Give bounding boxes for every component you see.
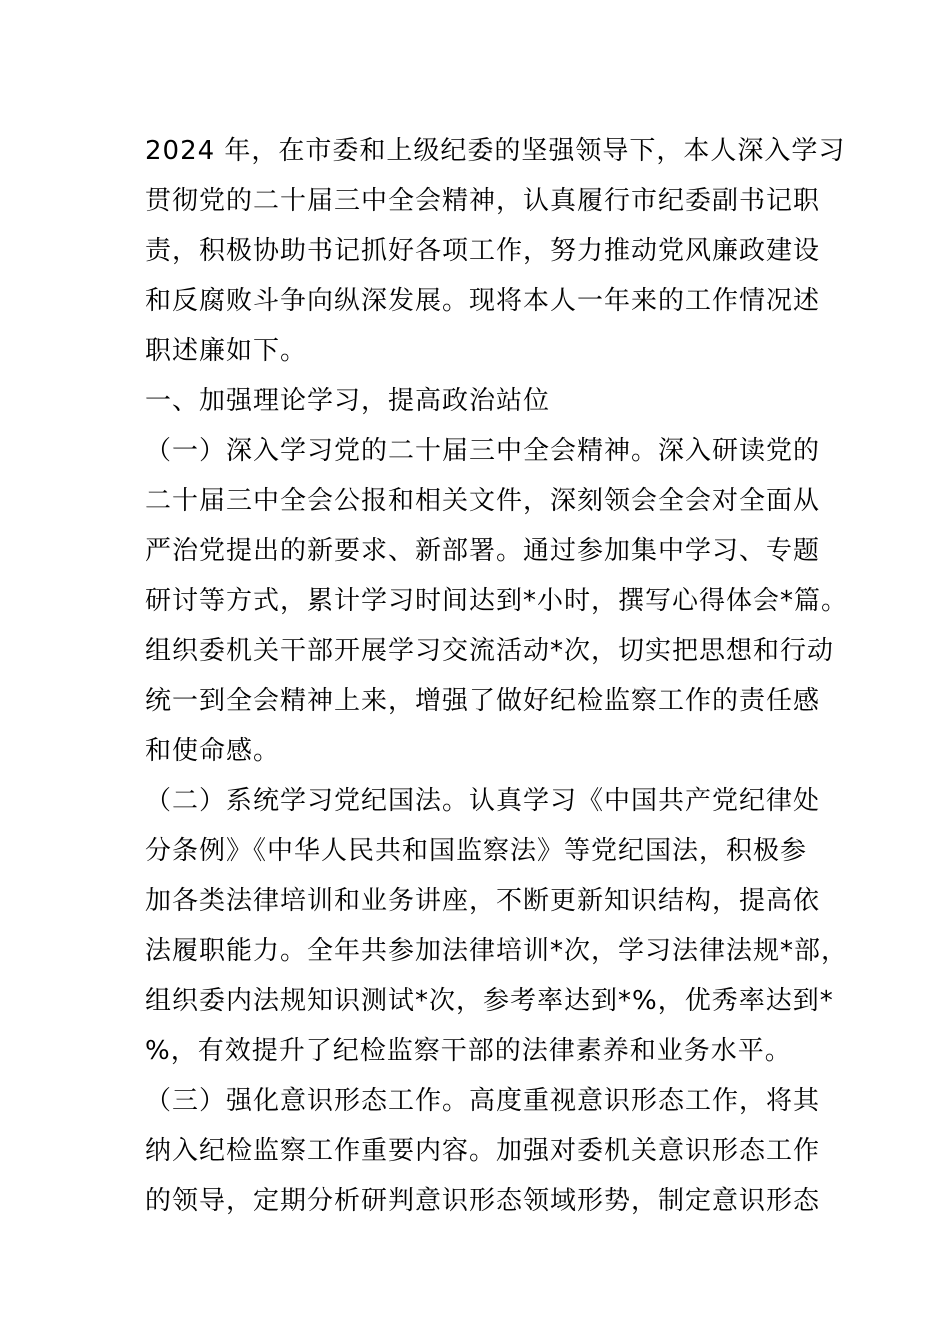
text-line: 严治党提出的新要求、新部署。通过参加集中学习、专题: [145, 536, 821, 566]
text-line: 贯彻党的二十届三中全会精神，认真履行市纪委副书记职: [145, 186, 821, 216]
text-line: （三）强化意识形态工作。高度重视意识形态工作，将其: [145, 1086, 821, 1116]
text-line: 法履职能力。全年共参加法律培训*次，学习法律法规*部，: [145, 936, 849, 966]
text-line: 和使命感。: [145, 736, 281, 766]
text-line: 加各类法律培训和业务讲座，不断更新知识结构，提高依: [145, 886, 821, 916]
text-line: 研讨等方式，累计学习时间达到*小时，撰写心得体会*篇。: [145, 586, 849, 616]
section-heading: 一、加强理论学习，提高政治站位: [145, 386, 551, 416]
text-line: 分条例》《中华人民共和国监察法》等党纪国法，积极参: [145, 836, 808, 866]
text-line: 纳入纪检监察工作重要内容。加强对委机关意识形态工作: [145, 1136, 821, 1166]
text-line: （一）深入学习党的二十届三中全会精神。深入研读党的: [145, 436, 821, 466]
text-line: （二）系统学习党纪国法。认真学习《中国共产党纪律处: [145, 786, 821, 816]
text-line: 职述廉如下。: [145, 336, 308, 366]
text-line: 的领导，定期分析研判意识形态领域形势，制定意识形态: [145, 1186, 821, 1216]
text-line: 2024 年，在市委和上级纪委的坚强领导下，本人深入学习: [145, 136, 846, 166]
text-line: %，有效提升了纪检监察干部的法律素养和业务水平。: [145, 1036, 792, 1066]
text-line: 二十届三中全会公报和相关文件，深刻领会全会对全面从: [145, 486, 821, 516]
text-line: 统一到全会精神上来，增强了做好纪检监察工作的责任感: [145, 686, 821, 716]
text-line: 组织委机关干部开展学习交流活动*次，切实把思想和行动: [145, 636, 835, 666]
text-line: 责，积极协助书记抓好各项工作，努力推动党风廉政建设: [145, 236, 821, 266]
text-line: 组织委内法规知识测试*次，参考率达到*%，优秀率达到*: [145, 986, 834, 1016]
text-line: 和反腐败斗争向纵深发展。现将本人一年来的工作情况述: [145, 286, 821, 316]
document-body: [145, 126, 849, 1226]
